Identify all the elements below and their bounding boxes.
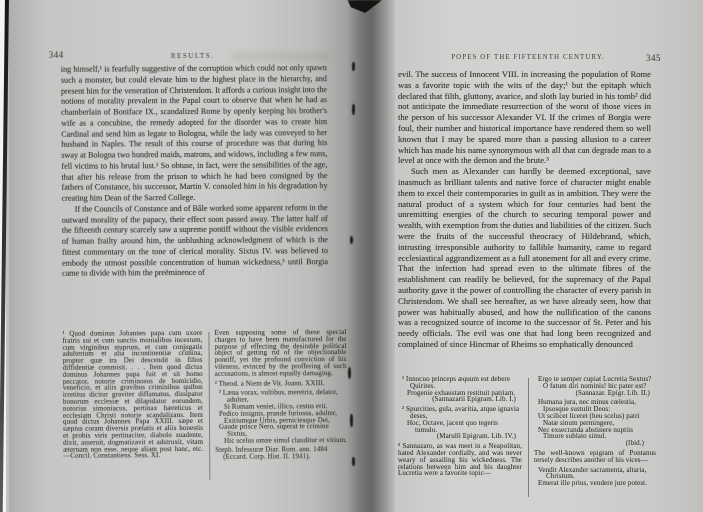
footnote-verse-line: ³ Læna vorax, vultibus, meretrix, delator, adulter, [218, 388, 338, 404]
footnote-epigram [534, 376, 656, 396]
body-paragraph: If the Councils of Constance and of Bâle worked some apparent reform in the outward morality of the papacy, their effect soon passed away. The latter half of the fifteenth century scarcely saw a supreme pontiff without the visible evidences of human frailty around him, the unblushing acknowledgment of which is the fittest commentary on the tone of clerical morality. Sixtus IV. was believed to embody the utmost possible concentration of human wickedness,³ until Borgia came to divide with him the preëminence of [61, 202, 329, 279]
footnote-verse-line: O fatum diri nominis! hic pater est? [543, 381, 647, 390]
footnote-verse-line: Emerat ille prius, vendere jure potest. [538, 479, 648, 488]
footnote-column-left [398, 376, 522, 477]
footnote-citation: (Sannazarii Epigram. Lib. I.) [432, 395, 516, 404]
footnote-verse-line: ¹ Innocuo princeps æquum est debere Quirites. [402, 375, 511, 390]
footnote-verse-line: Ipsosque sustulit Deos: [543, 405, 611, 414]
body-paragraph: Such men as Alexander can hardly be deemed exceptional, save inasmuch as brilliant talents and native force of character might enable them to excel their contemporaries in guilt as in ambition. They were the natural product of a system which for four centuries had bent the unremitting energies of the church to securing temporal power and wealth, with exemption from the duties and liabilities of the citizen. Such were the fruits of the successful theocracy of Hildebrand, which, intrusting irresponsible authority to fallible humanity, came to regard ecclesiastical aggrandizement as a full atonement for all and every crime. That the infection had spread even to the ultimate fibres of the establishment can readily be believed, for the supremacy of the Papal authority gave it the power of controlling the character of every parish in Christendom. We shall see hereafter, as we have already seen, how that power was habitually abused, and how the nullification of the canons was a recognized source of income to the successor of St. Peter and his needy officials. The evil was one that had long been recognized and complained of since Hincmar of Rheims so emphatically denounced [398, 166, 651, 349]
footnote-verse-line: Gaude prisce Nero, superat te crimine Sixtus, [218, 422, 329, 438]
footnote-citation: (Marulli Epigram. Lib. IV.) [436, 432, 516, 441]
footnote-verse-line: Nec exsecranda abstinere nuptiis [538, 425, 634, 434]
footnote-3: ³ Sannazaro, as was meet in a Neapolitan, hated Alexander cordially, and was never weary of assailing his wickedness. The relations between him and his daughter Lucretia were a favorite topic— [398, 442, 522, 478]
footnote-verse-line: Ut scilicet liceret (heu scelus) patri [538, 411, 640, 420]
footnote-verse-line: Natæ sinum permingere, [543, 418, 615, 427]
left-page-number: 344 [48, 49, 64, 60]
footnote-verse-line: Hoc, Octave, jacent quo tegeris tumulo. [407, 418, 498, 434]
footnote-paragraph: The well-known epigram of Pontanus tersely describes another of his vices— [534, 448, 656, 464]
body-paragraph: ing himself,¹ is fearfully suggestive of the corruption which could not only spawn such a monster, but could elevate him to the highest place in the hierarchy, and present him for the veneration of Christendom. It affords a curious insight into the notions of morality prevalent in the Papal court to observe that when he had as chamberlain of Boniface IX., scandalized Rome by openly keeping his brother's wife as a concubine, the remedy adopted for the disorder was to create him Cardinal and send him as legate to Bologna, while the lady was conveyed to her husband in Naples. The result of this course of procedure was that during his sway at Bologna two hundred maids, matrons, and widows, including a few nuns, fell victims to his brutal lust.² So obtuse, in fact, were the sensibilities of the age, that after his release from the prison to which he had been consigned by the fathers of Constance, his successor, Martin V. consoled him in his degradation by creating him Dean of the Sacred College. [60, 63, 328, 203]
footnote-verse-line: ² Spurcities, gula, avaritia, atque ignavia deses, [402, 405, 520, 420]
footnote-2 [398, 406, 522, 440]
footnote-citation: (Sannazar. Epigr. Lib. II.) [575, 388, 650, 397]
footnote-source: Steph. Infessuræ Diar. Rom. ann. 1484 (Eccard. Corp. Hist. II. 1941). [215, 444, 328, 461]
footnote-column-divider [528, 378, 529, 497]
footnote-verse-line: Progenie exhaustam restituit patriam. [407, 388, 516, 397]
footnote-verse-line: Exitiumque Urbis, perniciesque Dei, [223, 415, 330, 425]
footnote-citation: (Ibid.) [625, 439, 644, 448]
right-running-header: POPES OF THE FIFTEENTH CENTURY. [451, 54, 605, 61]
right-page-footnotes [398, 376, 656, 506]
footnote-verse-line: Vendit Alexander sacramenta, altaria, Christum. [538, 465, 647, 481]
footnote-verse-line: Hic scelus omne simul clauditur et vitium. [224, 435, 348, 445]
right-page-body [398, 69, 651, 350]
body-paragraph: evil. The success of Innocent VIII. in increasing the population of Rome was a favorite topic with the wits of the day;¹ but the epitaph which declared that filth, gluttony, avarice, and sloth lay buried in his tomb² did not anticipate the immediate resurrection of the worst of those vices in the person of his successor Alexander VI. If the crimes of Borgia were foul, their number and historical importance have rendered them so well known that I may be spared more than a passing allusion to a career which has made his name synonymous with all that can degrade man to a level at once with the demon and the brute.³ [398, 69, 651, 166]
right-page-number: 345 [646, 53, 661, 63]
footnote-1: ¹ Quod dominus Johannes papa cum uxore fratris sui et cum sanctis monialibus incestum, cum virginibus stuprum, et cum conjugatis adulterium et alia incontinentiæ crimina, propter quæ ira Dei descendit in filios diffidentiæ commisit. . . . Item quod dictus dominus Johannes papa fuit et sit homo peccator, notorie criminosus de homicidio, veneficio, et aliis gravibus criminibus quibus irretitus dicitur graviter diffamatus, dissipator bonorum ecclesiæ et dilapidator eorundem, notorius simoniacus, pertinax hæreticus et ecclesiam Christi notorie scandalizans. Item quod dictus Johannes Papa XXIII. sæpe et sæpius coram diversis prælatis et aliis honestis et probis viris pertinaciter, diabolo suadente, dixit, asseruit, dogmatizavit et adstruxit, vitam æternam non esse, neque aliam post hanc, etc.—Concil. Constantiens. Sess. XI. [62, 328, 204, 461]
footnote-verse-line: Ergo te semper cupiat Lucretia Sextus? [538, 375, 652, 383]
footnote-1 [398, 376, 522, 403]
footnote-epigram [534, 467, 656, 487]
footnote-verse-line: Si Romam veniet, illico, cestus erit. [223, 402, 328, 411]
footnote-verse-line: Pedico insignis, prande furiosus, adulter, [218, 408, 338, 418]
footnote-epigram [534, 399, 656, 447]
left-running-header: RESULTS. [170, 52, 215, 61]
footnote-column-right [534, 376, 656, 487]
footnote-2: ² Theod. a Niem de Vit. Joann. XXIII. [214, 378, 325, 388]
footnote-verse-line: Timore sublato simul. [543, 432, 607, 441]
footnote-1-continuation: Even supposing some of these special charges to have been manufactured for the purpose of effecting the desirable political object of getting rid of the objectionable pontiff, yet the profound conviction of his vileness, evinced by the proffering of such accusations, is almost equally damaging. [214, 328, 347, 378]
footnote-verse-line: Humana jura, nec minus cœlestia, [538, 398, 637, 407]
